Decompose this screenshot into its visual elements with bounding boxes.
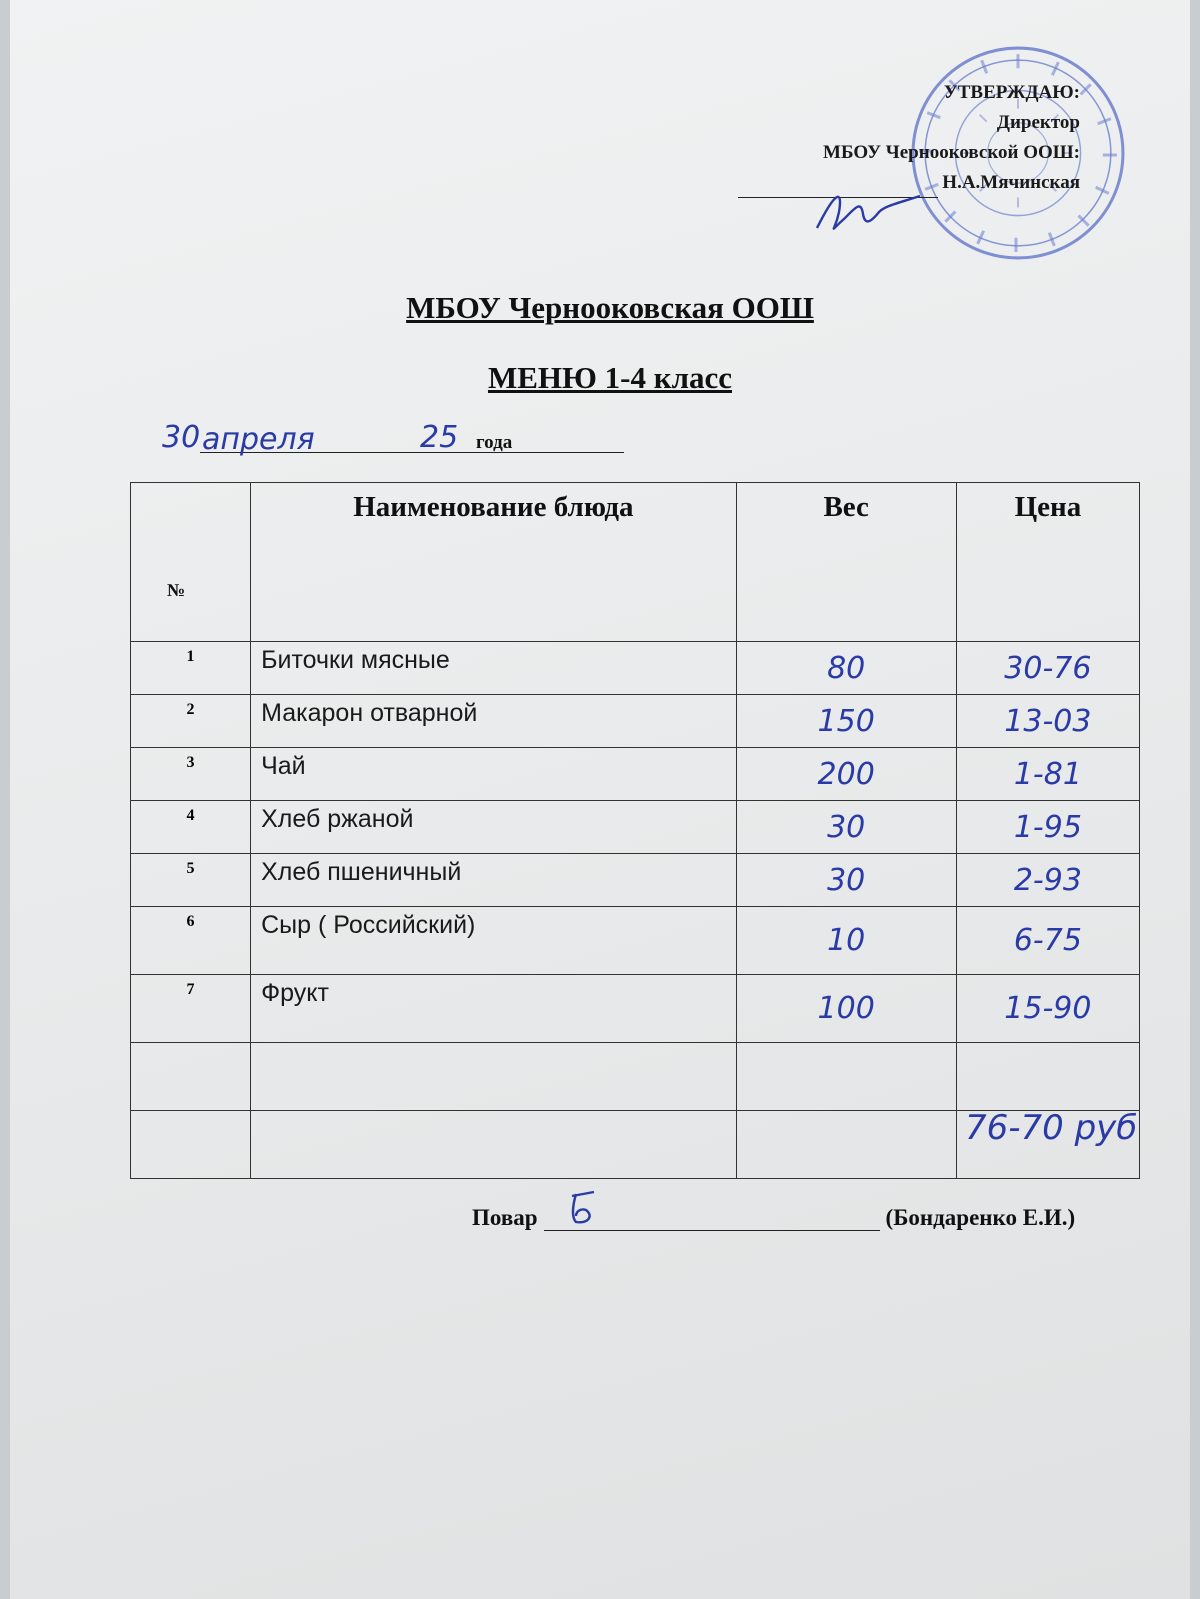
table-row bbox=[131, 854, 1140, 907]
menu-table bbox=[130, 482, 1140, 1179]
row-price: 1-81 bbox=[956, 748, 1139, 801]
table-row bbox=[131, 801, 1140, 854]
date-year: 25 bbox=[420, 420, 459, 455]
row-number: 7 bbox=[131, 975, 251, 1043]
header-number: № bbox=[131, 483, 251, 642]
cook-label: Повар bbox=[472, 1205, 538, 1230]
header-weight: Вес bbox=[736, 483, 956, 642]
cook-signature-block bbox=[472, 1205, 1075, 1231]
row-number: 3 bbox=[131, 748, 251, 801]
cook-signature bbox=[564, 1188, 604, 1228]
row-weight: 150 bbox=[736, 695, 956, 748]
row-weight: 80 bbox=[736, 642, 956, 695]
approval-organization: МБОУ Чернооковской ООШ: bbox=[823, 142, 1080, 163]
row-dish-name: Фрукт bbox=[251, 975, 736, 1043]
row-dish-name: Макарон отварной bbox=[251, 695, 736, 748]
approval-signer: Н.А.Мячинская bbox=[942, 172, 1080, 193]
empty-cell bbox=[736, 1111, 956, 1179]
table-row bbox=[131, 695, 1140, 748]
cook-signature-line bbox=[544, 1206, 880, 1231]
row-weight: 200 bbox=[736, 748, 956, 801]
empty-cell bbox=[131, 1111, 251, 1179]
row-number: 5 bbox=[131, 854, 251, 907]
document-page bbox=[10, 0, 1190, 1599]
empty-cell bbox=[956, 1043, 1139, 1111]
table-row bbox=[131, 748, 1140, 801]
row-weight: 30 bbox=[736, 854, 956, 907]
row-number: 2 bbox=[131, 695, 251, 748]
row-dish-name: Сыр ( Российский) bbox=[251, 907, 736, 975]
empty-cell bbox=[251, 1111, 736, 1179]
row-number: 4 bbox=[131, 801, 251, 854]
empty-cell bbox=[131, 1043, 251, 1111]
approval-block bbox=[738, 78, 1080, 198]
document-title: МБОУ Чернооковская ООШ bbox=[406, 290, 814, 325]
total-price: 76-70 руб bbox=[965, 1108, 1138, 1148]
table-row-empty bbox=[131, 1043, 1140, 1111]
header-dish-name: Наименование блюда bbox=[251, 483, 736, 642]
date-month: апреля bbox=[202, 422, 315, 457]
approval-heading: УТВЕРЖДАЮ: bbox=[943, 82, 1080, 103]
row-price: 30-76 bbox=[956, 642, 1139, 695]
row-weight: 30 bbox=[736, 801, 956, 854]
row-dish-name: Биточки мясные bbox=[251, 642, 736, 695]
empty-cell bbox=[251, 1043, 736, 1111]
table-row bbox=[131, 642, 1140, 695]
empty-cell bbox=[736, 1043, 956, 1111]
row-price: 2-93 bbox=[956, 854, 1139, 907]
date-day: 30 bbox=[162, 420, 201, 455]
row-number: 1 bbox=[131, 642, 251, 695]
row-weight: 10 bbox=[736, 907, 956, 975]
row-price: 1-95 bbox=[956, 801, 1139, 854]
table-row bbox=[131, 975, 1140, 1043]
table-header-row bbox=[131, 483, 1140, 642]
date-line bbox=[160, 420, 580, 460]
row-dish-name: Хлеб ржаной bbox=[251, 801, 736, 854]
header-price: Цена bbox=[956, 483, 1139, 642]
approval-position: Директор bbox=[996, 112, 1080, 133]
row-price: 6-75 bbox=[956, 907, 1139, 975]
row-price: 15-90 bbox=[956, 975, 1139, 1043]
row-price: 13-03 bbox=[956, 695, 1139, 748]
table-row bbox=[131, 907, 1140, 975]
cook-name: (Бондаренко Е.И.) bbox=[885, 1205, 1076, 1230]
director-signature bbox=[805, 182, 925, 242]
row-dish-name: Хлеб пшеничный bbox=[251, 854, 736, 907]
row-dish-name: Чай bbox=[251, 748, 736, 801]
document-subtitle: МЕНЮ 1-4 класс bbox=[487, 360, 733, 395]
row-weight: 100 bbox=[736, 975, 956, 1043]
row-number: 6 bbox=[131, 907, 251, 975]
date-suffix: года bbox=[476, 432, 513, 453]
